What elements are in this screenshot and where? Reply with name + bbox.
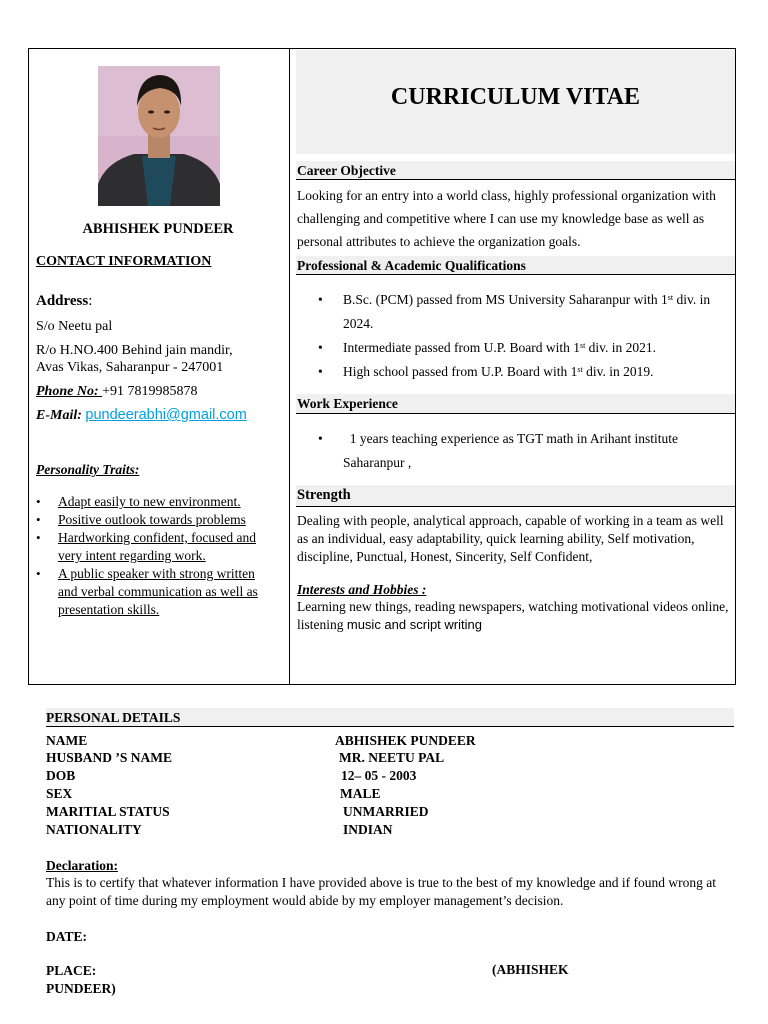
work-experience-list <box>318 427 728 475</box>
qualification-text: B.Sc. (PCM) passed from MS University Saharanpur with 1 <box>343 292 668 307</box>
phone-number: +91 7819985878 <box>102 384 198 399</box>
career-objective-heading <box>296 161 735 180</box>
document-title: CURRICULUM VITAE <box>390 84 641 110</box>
trait-item: • Adapt easily to new environment. <box>36 493 276 511</box>
phone-label: Phone No: <box>36 384 103 399</box>
personal-detail-row <box>46 822 736 840</box>
interests-heading-colon: : <box>421 582 427 597</box>
qualification-item <box>318 336 728 360</box>
qualifications-heading-text: Professional & Academic Qualifications <box>297 258 526 273</box>
work-experience-item: • 1 years teaching experience as TGT math in Arihant institute Saharanpur , <box>318 427 728 475</box>
qualifications-heading <box>296 256 735 275</box>
declaration-heading: Declaration: <box>46 858 118 873</box>
detail-key: DOB <box>46 768 76 783</box>
profile-photo-drawing <box>98 66 220 206</box>
email-label: E-Mail: <box>36 408 86 423</box>
interests-heading <box>297 582 733 598</box>
address-line-2: R/o H.NO.400 Behind jain mandir, <box>36 343 233 358</box>
detail-key: NATIONALITY <box>46 822 142 837</box>
trait-item: • Hardworking confident, focused and very intent regarding work. <box>36 529 276 565</box>
detail-key: NAME <box>46 733 88 748</box>
candidate-name: ABHISHEK PUNDEER <box>82 221 234 237</box>
detail-key: MARITIAL STATUS <box>46 804 170 819</box>
place-label: PLACE: <box>46 963 97 978</box>
work-experience-heading-text: Work Experience <box>297 396 398 411</box>
address-line-1: S/o Neetu pal <box>36 319 113 334</box>
detail-value: 12– 05 - 2003 <box>341 768 417 783</box>
qualification-text-end: div. in 2021. <box>585 340 657 355</box>
detail-value: UNMARRIED <box>343 804 429 819</box>
qualification-sup: st <box>667 293 674 302</box>
personal-details-heading-text: PERSONAL DETAILS <box>46 710 181 725</box>
interests-text-serif: Learning new things, reading newspapers, watching motivational videos online, listening <box>297 599 729 632</box>
personality-traits-list <box>36 493 276 619</box>
interests-heading-text: Interests and Hobbies <box>297 582 422 597</box>
email-row <box>36 407 247 424</box>
strength-heading <box>296 485 735 507</box>
signature-line-2: PUNDEER) <box>46 981 116 996</box>
declaration-text: This is to certify that whatever information I have provided above is true to the best of my knowledge and if found wrong at any point of time during my employment would abide by my employer management’s decision. <box>46 875 716 908</box>
career-objective-text: Looking for an entry into a world class, highly professional organization with challenging and competitive where I can use my knowledge base as well as personal attributes to achieve the organization goals. <box>297 188 716 249</box>
qualification-sup: st <box>577 365 583 374</box>
qualification-text-end: div. in 2024. <box>343 292 711 331</box>
detail-key: HUSBAND ’S NAME <box>46 750 173 765</box>
interests-text <box>297 598 733 634</box>
trait-item: • Positive outlook towards problems <box>36 511 276 529</box>
signature-line-1: (ABHISHEK <box>492 962 569 977</box>
work-experience-heading <box>296 394 735 414</box>
personal-detail-row <box>46 786 736 804</box>
detail-value: MALE <box>340 786 381 801</box>
profile-photo <box>98 66 220 206</box>
detail-key: SEX <box>46 786 73 801</box>
address-block-label: Address: <box>36 293 93 309</box>
detail-value: MR. NEETU PAL <box>339 750 445 765</box>
detail-value: ABHISHEK PUNDEER <box>335 733 476 748</box>
interests-text-sans: music and script writing <box>346 617 482 632</box>
address-line-3: Avas Vikas, Saharanpur - 247001 <box>36 360 224 375</box>
trait-item: • A public speaker with strong written and verbal communication as well as presentation skills. <box>36 565 276 619</box>
phone-row <box>36 384 198 400</box>
date-label: DATE: <box>46 929 88 944</box>
personal-details-heading <box>46 708 734 727</box>
qualification-item <box>318 360 728 384</box>
personal-detail-row <box>46 750 736 768</box>
contact-info-heading: CONTACT INFORMATION <box>36 254 212 269</box>
email-link[interactable]: pundeerabhi@gmail.com <box>85 407 247 423</box>
address-label: Address <box>36 293 89 309</box>
strength-heading-text: Strength <box>297 487 351 503</box>
career-objective-heading-text: Career Objective <box>297 163 396 178</box>
personality-traits-heading: Personality Traits: <box>36 462 140 477</box>
column-divider <box>289 48 290 685</box>
personal-detail-row <box>46 804 736 822</box>
qualifications-list <box>318 288 728 384</box>
qualification-sup: st <box>579 341 586 350</box>
qualification-text-end: div. in 2019. <box>582 364 654 379</box>
qualification-text: High school passed from U.P. Board with 1 <box>343 364 578 379</box>
personal-detail-row <box>46 768 736 786</box>
qualification-item <box>318 288 728 336</box>
qualification-text: Intermediate passed from U.P. Board with 1 <box>343 340 580 355</box>
personal-detail-row <box>46 733 736 751</box>
detail-value: INDIAN <box>343 822 393 837</box>
strength-text: Dealing with people, analytical approach, capable of working in a team as well as an individual, easy adaptability, quick learning ability, Self motivation, discipline, Punctual, Honest, Sincerity, Self Confident, <box>297 513 724 564</box>
